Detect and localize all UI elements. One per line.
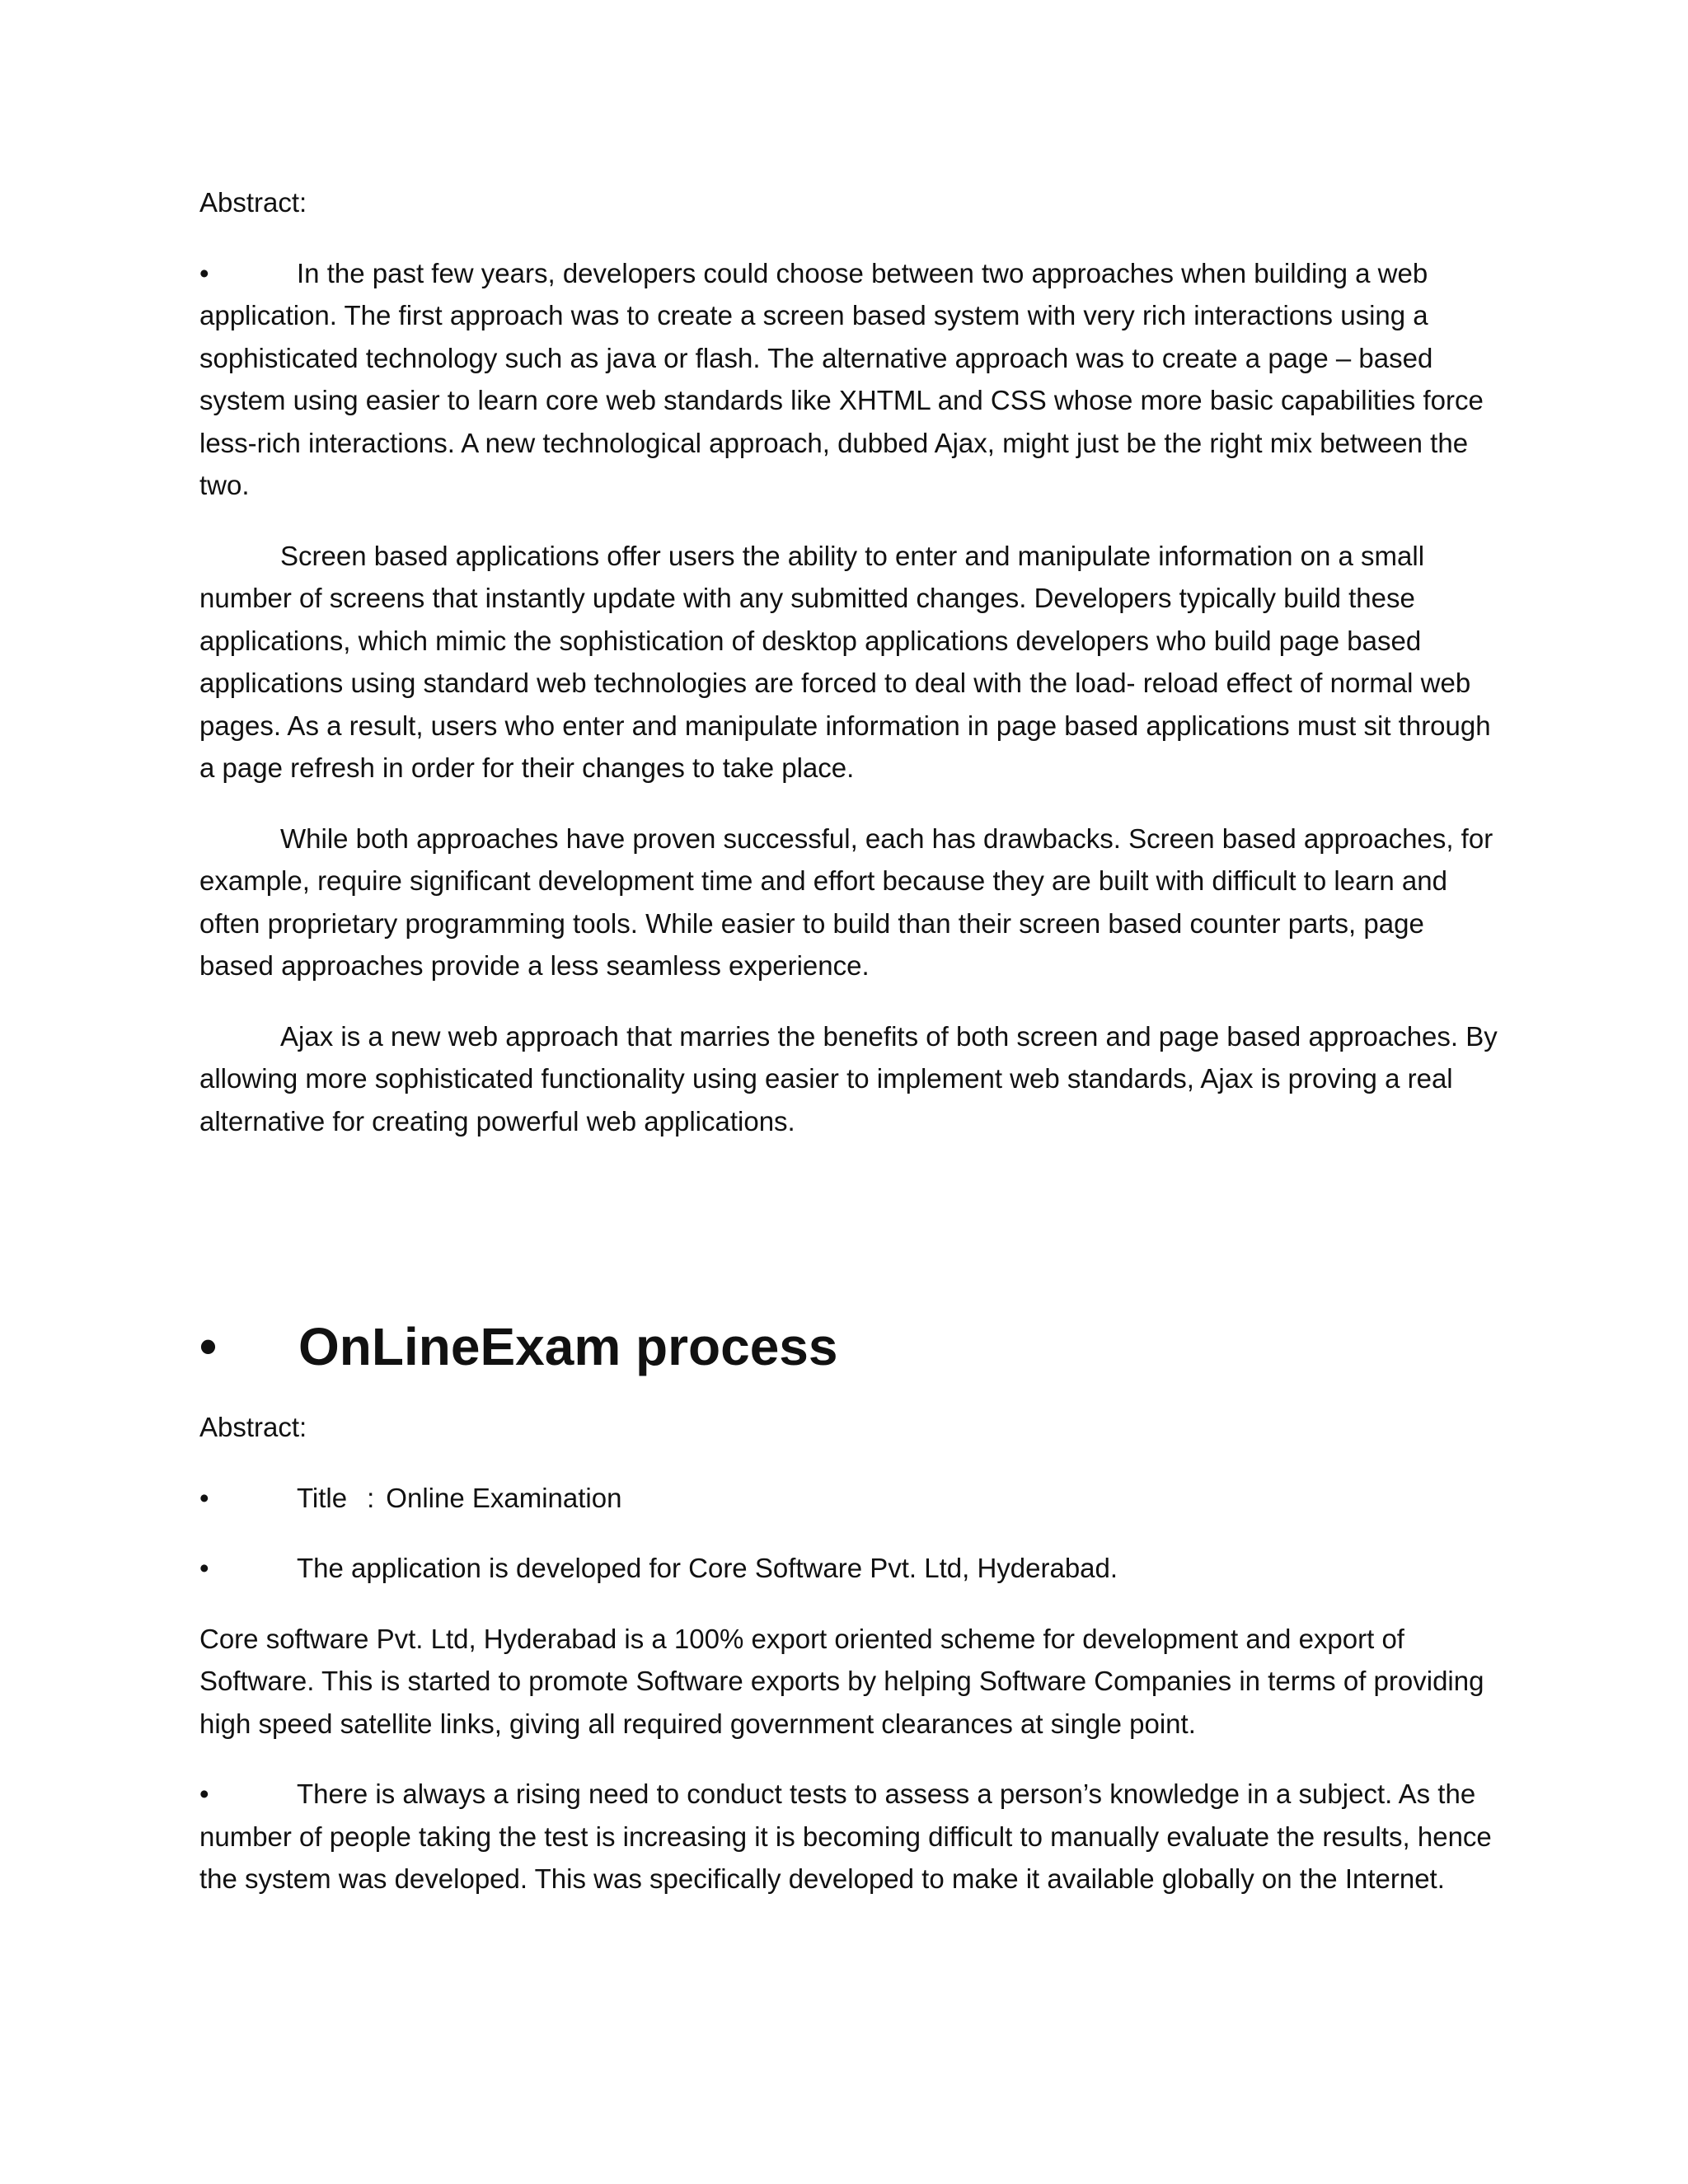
bullet-glyph: •: [199, 1553, 209, 1583]
title-value: Online Examination: [386, 1482, 622, 1513]
developed-for-text: The application is developed for Core Software Pvt. Ltd, Hyderabad.: [297, 1553, 1118, 1583]
section-spacer: [199, 1170, 1502, 1312]
paragraph-company: Core software Pvt. Ltd, Hyderabad is a 100% export oriented scheme for development and export of Software. This is started to promote Software exports by helping Software Companies in terms of providing high speed satellite links, giving all required government clearances at single point.: [199, 1623, 1484, 1739]
title-key: Title: [297, 1482, 348, 1513]
section-heading: [199, 1312, 1502, 1381]
abstract-label-2: Abstract:: [199, 1412, 307, 1442]
document-body: [199, 181, 1502, 1929]
paragraph-drawbacks: While both approaches have proven successful, each has drawbacks. Screen based approaches, for example, require significant development time and effort because they are built with difficult to learn and often proprietary programming tools. While easier to build than their screen based counter parts, page based approaches provide a less seamless experience.: [199, 823, 1493, 981]
bullet-glyph: •: [199, 257, 209, 288]
heading-text: OnLineExam process: [298, 1317, 838, 1376]
bullet-glyph: •: [199, 1779, 209, 1809]
bullet-glyph: •: [199, 1482, 209, 1513]
paragraph-ajax: Ajax is a new web approach that marries the benefits of both screen and page based approaches. By allowing more sophisticated functionality using easier to implement web standards, Ajax is proving a real alternative for creating powerful web applications.: [199, 1020, 1498, 1137]
abstract-label: Abstract:: [199, 187, 307, 218]
need-paragraph-text: There is always a rising need to conduct tests to assess a person’s knowledge in a subject. As the number of people taking the test is increasing it is becoming difficult to manually evaluate the results, hence the system was developed. This was specifically developed to make it available globally on the Internet.: [199, 1779, 1492, 1894]
bullet-need-paragraph: [199, 1773, 1502, 1900]
title-separator: :: [367, 1482, 375, 1513]
paragraph-text: In the past few years, developers could choose between two approaches when building a web application. The first approach was to create a screen based system with very rich interactions using a sophisticated technology such as java or flash. The alternative approach was to create a page – based system using easier to learn core web standards like XHTML and CSS whose more basic capabilities force less-rich interactions. A new technological approach, dubbed Ajax, might just be the right mix between the two.: [199, 257, 1484, 500]
bullet-developed-for: [199, 1547, 1502, 1590]
heading-bullet-glyph: •: [199, 1319, 218, 1374]
paragraph-screen-based: Screen based applications offer users the ability to enter and manipulate information on a small number of screens that instantly update with any submitted changes. Developers typically build these applications, which mimic the sophistication of desktop applications developers who build page based applications using standard web technologies are forced to deal with the load- reload effect of normal web pages. As a result, users who enter and manipulate information in page based applications must sit through a page refresh in order for their changes to take place.: [199, 540, 1491, 783]
bullet-title: [199, 1477, 1502, 1520]
bullet-paragraph-approaches: [199, 252, 1502, 507]
